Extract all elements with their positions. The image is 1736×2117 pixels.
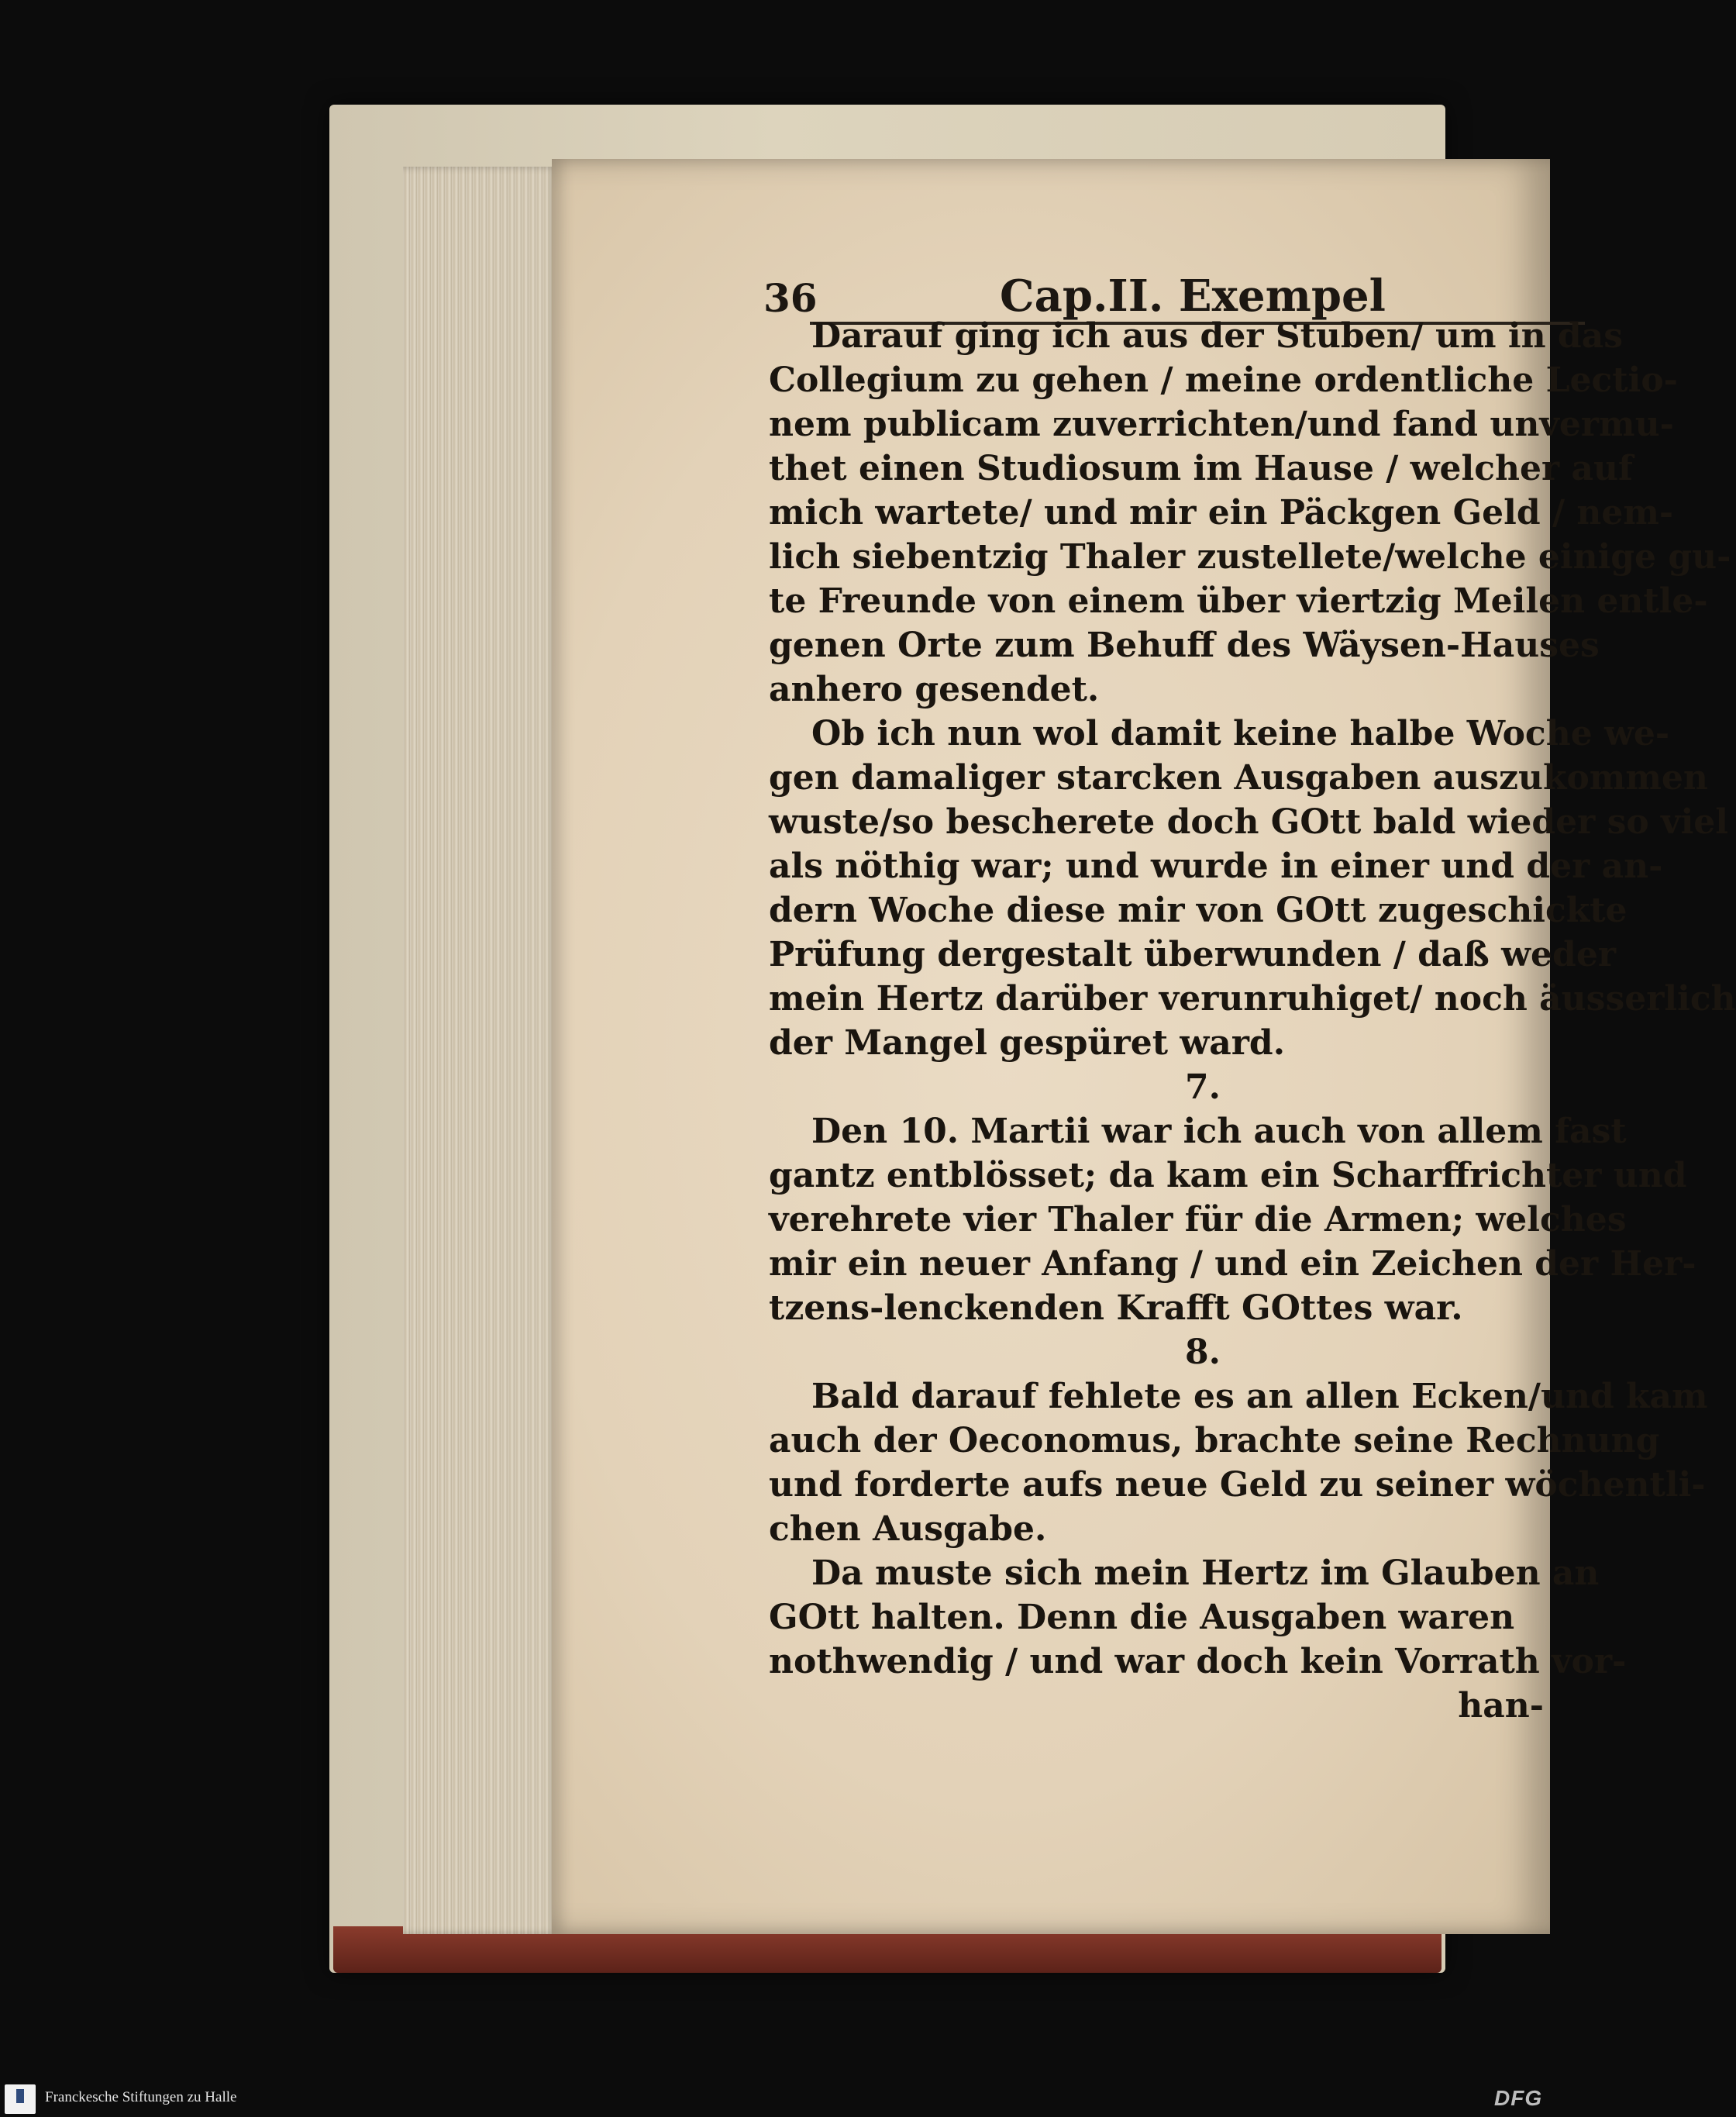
text-line: tzens-lenckenden Krafft GOttes war. bbox=[769, 1288, 1463, 1328]
text-line: gen damaliger starcken Ausgaben auszukommen bbox=[769, 758, 1708, 798]
catchword: han- bbox=[1458, 1686, 1544, 1726]
paragraph-2 bbox=[769, 712, 1736, 1065]
text-line: Darauf ging ich aus der Stuben/ um in das bbox=[811, 316, 1623, 356]
institution-logo-mark bbox=[16, 2089, 24, 2103]
page-edges bbox=[403, 167, 558, 1934]
text-line: GOtt halten. Denn die Ausgaben waren bbox=[769, 1598, 1515, 1637]
text-line: verehrete vier Thaler für die Armen; welches bbox=[769, 1200, 1627, 1240]
text-line: dern Woche diese mir von GOtt zugeschickte bbox=[769, 891, 1628, 930]
text-line: und forderte aufs neue Geld zu seiner wöchentli- bbox=[769, 1465, 1706, 1505]
page-text bbox=[769, 314, 1736, 1728]
page-number: 36 bbox=[763, 275, 818, 321]
running-head: Cap.II. Exempel bbox=[1000, 271, 1386, 322]
section-number-8: 8. bbox=[1185, 1333, 1221, 1372]
text-line: chen Ausgabe. bbox=[769, 1509, 1047, 1549]
book-page bbox=[552, 159, 1736, 1934]
viewer-footer bbox=[0, 2080, 1550, 2117]
text-line: Bald darauf fehlete es an allen Ecken/und kam bbox=[811, 1377, 1708, 1416]
paragraph-3 bbox=[769, 1109, 1696, 1330]
text-line: mein Hertz darüber verunruhiget/ noch äusserlich bbox=[769, 979, 1736, 1019]
text-line: anhero gesendet. bbox=[769, 670, 1100, 709]
text-line: nothwendig / und war doch kein Vorrath vor- bbox=[769, 1642, 1627, 1681]
text-line: wuste/so bescherete doch GOtt bald wieder so viel bbox=[769, 802, 1729, 842]
text-line: nem publicam zuverrichten/und fand unvermu- bbox=[769, 405, 1674, 444]
text-line: Ob ich nun wol damit keine halbe Woche we- bbox=[811, 714, 1670, 753]
institution-logo-icon bbox=[5, 2084, 36, 2114]
paragraph-5 bbox=[769, 1551, 1627, 1684]
text-line: als nöthig war; und wurde in einer und der an- bbox=[769, 846, 1663, 886]
text-line: Prüfung dergestalt überwunden / daß weder bbox=[769, 935, 1616, 974]
dfg-logo: DFG bbox=[1494, 2086, 1543, 2110]
text-line: te Freunde von einem über viertzig Meilen entle- bbox=[769, 581, 1708, 621]
text-line: gantz entblösset; da kam ein Scharffrichter und bbox=[769, 1156, 1687, 1195]
text-line: Collegium zu gehen / meine ordentliche Lectio- bbox=[769, 360, 1678, 400]
text-line: mich wartete/ und mir ein Päckgen Geld / nem- bbox=[769, 493, 1674, 533]
institution-name: Franckesche Stiftungen zu Halle bbox=[45, 2089, 237, 2105]
text-line: auch der Oeconomus, brachte seine Rechnung bbox=[769, 1421, 1660, 1460]
text-line: der Mangel gespüret ward. bbox=[769, 1023, 1286, 1063]
paragraph-4 bbox=[769, 1374, 1708, 1551]
text-line: lich siebentzig Thaler zustellete/welche einige gu- bbox=[769, 537, 1731, 577]
text-line: Da muste sich mein Hertz im Glauben an bbox=[811, 1553, 1600, 1593]
paragraph-1 bbox=[769, 314, 1731, 712]
text-line: mir ein neuer Anfang / und ein Zeichen der Her- bbox=[769, 1244, 1696, 1284]
text-line: Den 10. Martii war ich auch von allem fast bbox=[811, 1112, 1627, 1151]
section-number-7: 7. bbox=[1185, 1067, 1221, 1107]
text-line: genen Orte zum Behuff des Wäysen-Hauses bbox=[769, 626, 1600, 665]
text-line: thet einen Studiosum im Hause / welcher auf bbox=[769, 449, 1633, 488]
